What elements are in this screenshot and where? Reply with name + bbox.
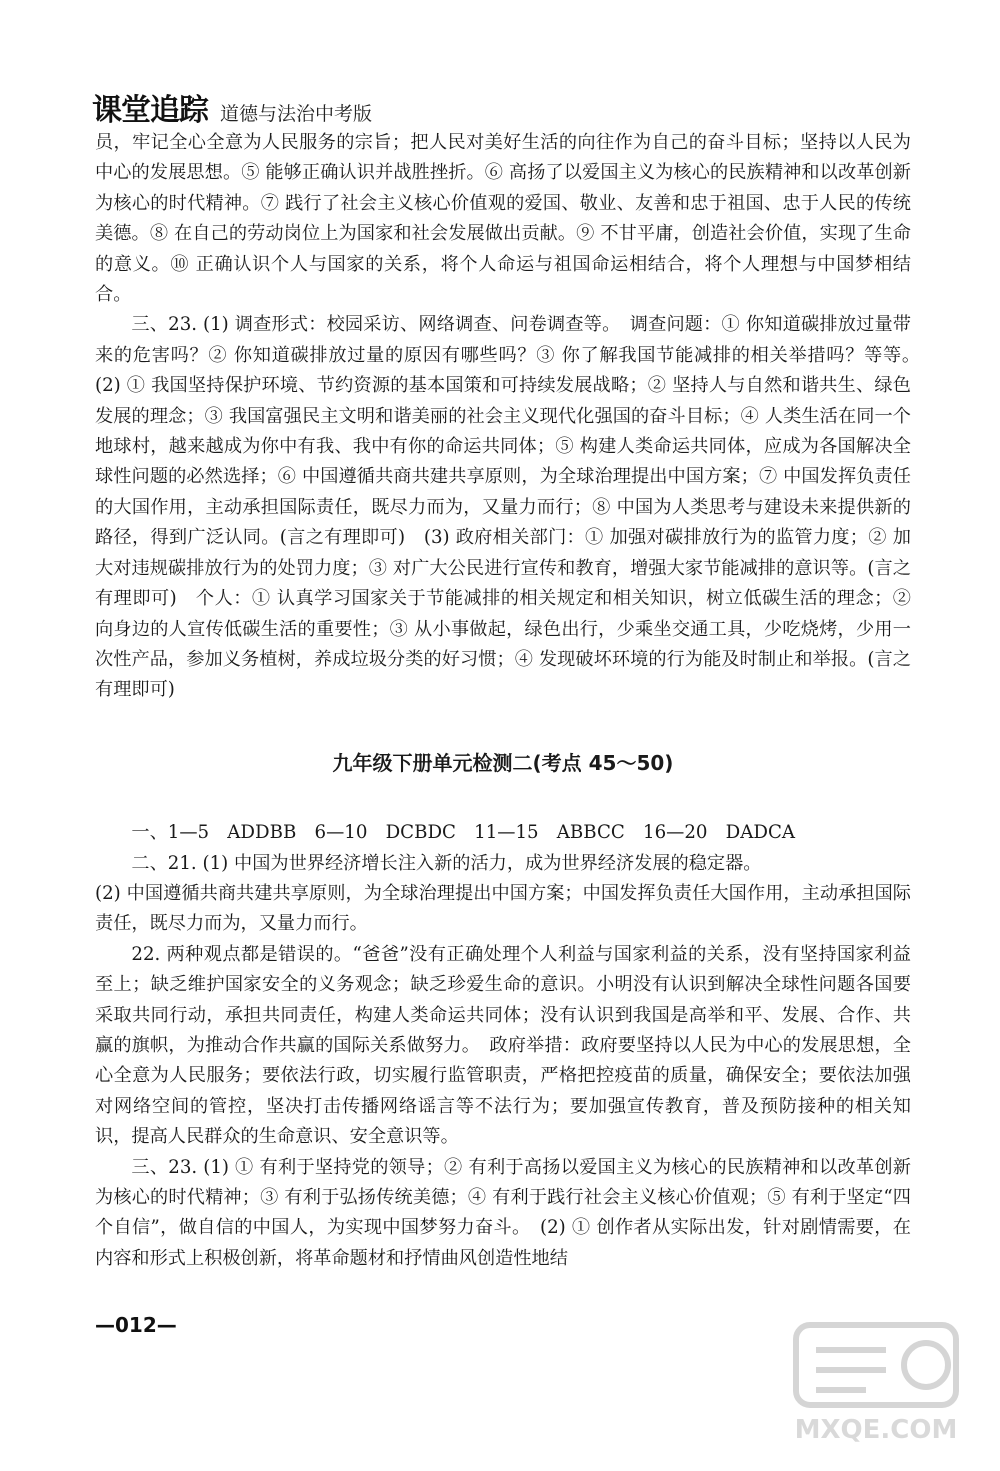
watermark-text: MXQE.COM <box>794 1415 958 1445</box>
multiple-choice-answers: 一、1—5 ADDBB 6—10 DCBDC 11—15 ABBCC 16—20 DADCA <box>131 822 796 844</box>
section-title: 九年级下册单元检测二(考点 45～50) <box>332 750 674 775</box>
q23-answer: 三、23. (1) ① 有利于坚持党的领导；② 有利于高扬以爱国主义为核心的民族精神和以改革创新为核心的时代精神；③ 有利于弘扬传统美德；④ 有利于践行社会主义核心价值观；⑤ 有利于坚定“四个自信”，做自信的中国人，为实现中国梦努力奋斗。 (2) ① 创作者从实际出发，针对剧情需要，在内容和形式上积极创新，将革命题材和抒情曲风创造性地结 <box>95 1156 911 1269</box>
continued-paragraph: 员，牢记全心全意为人民服务的宗旨；把人民对美好生活的向往作为自己的奋斗目标；坚持以人民为中心的发展思想。⑤ 能够正确认识并战胜挫折。⑥ 高扬了以爱国主义为核心的民族精神和以改革创新为核心的时代精神。⑦ 践行了社会主义核心价值观的爱国、敬业、友善和忠于祖国、忠于人民的传统美德。⑧ 在自己的劳动岗位上为国家和社会发展做出贡献。⑨ 不甘平庸，创造社会价值，实现了生命的意义。⑩ 正确认识个人与国家的关系，将个人命运与祖国命运相结合，将个人理想与中国梦相结合。 <box>95 132 911 306</box>
book-subtitle: 道德与法治中考版 <box>220 103 373 126</box>
answer-content <box>95 128 930 1274</box>
q21-part1: 二、21. (1) 中国为世界经济增长注入新的活力，成为世界经济发展的稳定器。 <box>131 852 762 874</box>
brand-logo: 课堂追踪 <box>92 93 208 128</box>
watermark-icon <box>776 1315 976 1415</box>
q22-answer: 22. 两种观点都是错误的。“爸爸”没有正确处理个人利益与国家利益的关系，没有坚持国家利益至上；缺乏维护国家安全的义务观念；缺乏珍爱生命的意识。小明没有认识到解决全球性问题各国要采取共同行动，承担共同责任，构建人类命运共同体；没有认识到我国是高举和平、发展、合作、共赢的旗帜，为推动合作共赢的国际关系做努力。 政府举措：政府要坚持以人民为中心的发展思想，全心全意为人民服务；要依法行政，切实履行监管职责，严格把控疫苗的质量，确保安全；要依法加强对网络空间的管控，坚决打击传播网络谣言等不法行为；要加强宣传教育，普及预防接种的相关知识，提高人民群众的生命意识、安全意识等。 <box>95 943 911 1148</box>
q21-part2: (2) 中国遵循共商共建共享原则，为全球治理提出中国方案；中国发挥负责任大国作用，主动承担国际责任，既尽力而为，又量力而行。 <box>95 882 911 935</box>
page-header <box>92 86 372 126</box>
watermark-logo <box>776 1315 976 1445</box>
q23-answer-prev-unit: 三、23. (1) 调查形式：校园采访、网络调查、问卷调查等。 调查问题：① 你知道碳排放过量带来的危害吗？② 你知道碳排放过量的原因有哪些吗？③ 你了解我国节能减排的相关举措吗？等等。 (2) ① 我国坚持保护环境、节约资源的基本国策和可持续发展战略；② 坚持人与自然和谐共生、绿色发展的理念；③ 我国富强民主文明和谐美丽的社会主义现代化强国的奋斗目标；④ 人类生活在同一个地球村，越来越成为你中有我、我中有你的命运共同体；⑤ 构建人类命运共同体，应成为各国解决全球性问题的必然选择；⑥ 中国遵循共商共建共享原则，为全球治理提出中国方案；⑦ 中国发挥负责任的大国作用，主动承担国际责任，既尽力而为，又量力而行；⑧ 中国为人类思考与建设未来提供新的路径，得到广泛认同。(言之有理即可) (3) 政府相关部门：① 加强对碳排放行为的监管力度；② 加大对违规碳排放行为的处罚力度；③ 对广大公民进行宣传和教育，增强大家节能减排的意识等。(言之有理即可) 个人：① 认真学习国家关于节能减排的相关规定和相关知识，树立低碳生活的理念；② 向身边的人宣传低碳生活的重要性；③ 从小事做起，绿色出行，少乘坐交通工具，少吃烧烤，少用一次性产品，参加义务植树，养成垃圾分类的好习惯；④ 发现破坏环境的行为能及时制止和举报。(言之有理即可) <box>95 314 930 701</box>
page-number: —012— <box>95 1313 177 1337</box>
